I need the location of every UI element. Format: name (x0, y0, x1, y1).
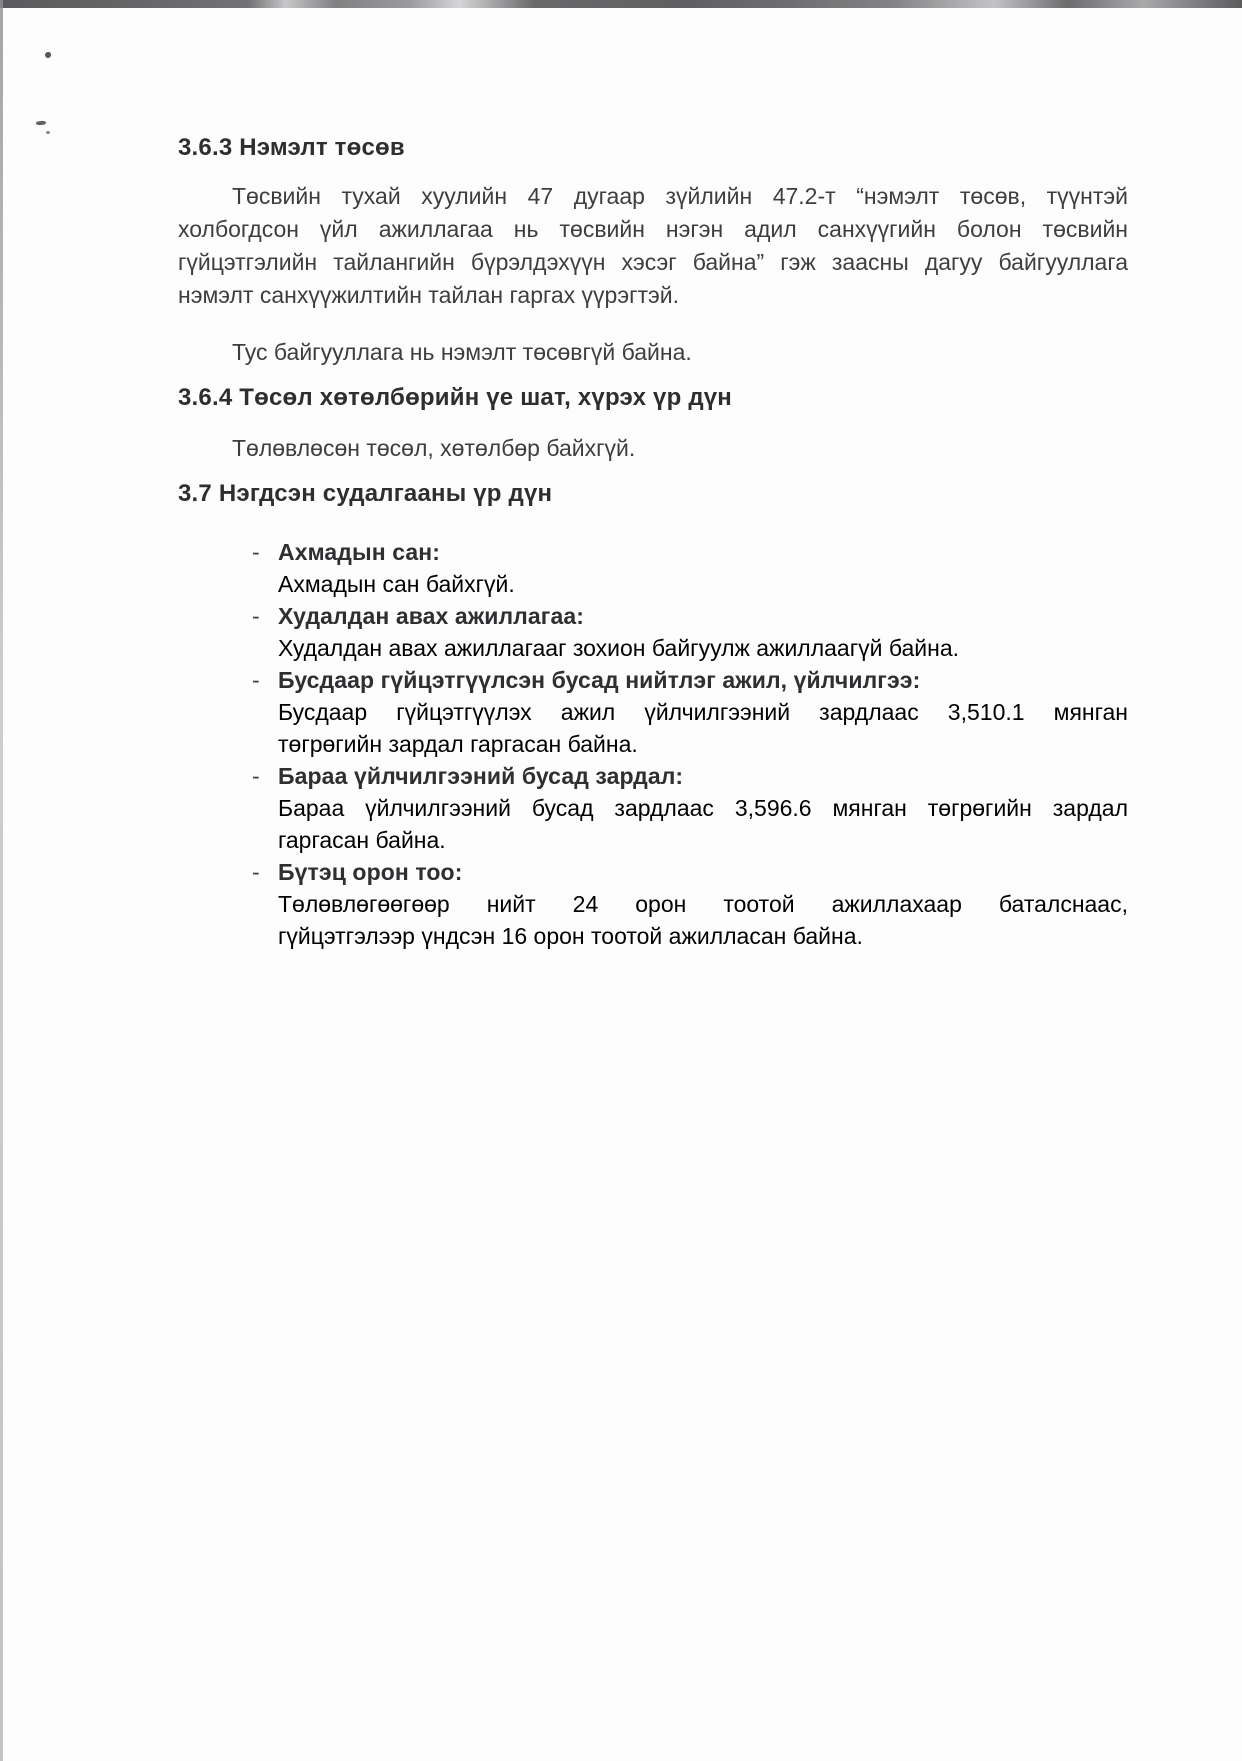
list-item-title: Худалдан авах ажиллагаа: (278, 603, 585, 629)
scan-top-edge-artifact (0, 0, 1242, 8)
list-item-title: Бараа үйлчилгээний бусад зардал: (278, 763, 684, 789)
list-item-body-line: гаргасан байна. (278, 827, 446, 853)
section-heading-3-6-3: 3.6.3 Нэмэлт төсөв (178, 134, 405, 161)
list-item-goods-services-other-costs (252, 760, 1128, 856)
note-no-additional-budget: Тус байгууллага нь нэмэлт төсөвгүй байна. (232, 339, 692, 365)
paragraph-line: Төсвийн тухай хуулийн 47 дугаар зүйлийн 47.2-т “нэмэлт төсөв, түүнтэй (232, 183, 1128, 209)
ink-speck (45, 52, 51, 58)
section-heading-3-6-4: 3.6.4 Төсөл хөтөлбөрийн үе шат, хүрэх үр дүн (178, 384, 733, 411)
list-item-body-line: Ахмадын сан байхгүй. (278, 571, 515, 597)
list-item-title: Бусдаар гүйцэтгүүлсэн бусад нийтлэг ажил, үйлчилгээ: (278, 667, 921, 693)
list-item-body-line: Бараа үйлчилгээний бусад зардлаас 3,596.6 мянган төгрөгийн зардал (278, 795, 1128, 821)
ink-speck (36, 121, 46, 126)
dash-bullet-marker: - (252, 603, 260, 629)
list-item-body-line: гүйцэтгэлээр үндсэн 16 орон тоотой ажилласан байна. (278, 923, 863, 949)
dash-bullet-marker: - (252, 667, 260, 693)
scan-left-edge-artifact (0, 0, 3, 1761)
list-item-elder-fund (252, 536, 1128, 600)
list-item-body-line: Төлөвлөгөөгөөр нийт 24 орон тоотой ажиллахаар баталснаас, (278, 891, 1128, 917)
list-item-title: Ахмадын сан: (278, 539, 441, 565)
paragraph-line: гүйцэтгэлийн тайлангийн бүрэлдэхүүн хэсэг байна” гэж заасны дагуу байгууллага (178, 249, 1128, 275)
list-item-body-line: Худалдан авах ажиллагааг зохион байгуулж ажиллаагүй байна. (278, 635, 960, 661)
list-item-procurement (252, 600, 1128, 664)
paragraph-3-6-3 (178, 180, 1128, 312)
ink-speck (46, 131, 50, 134)
dash-bullet-marker: - (252, 539, 260, 565)
note-no-planned-projects: Төлөвлөсөн төсөл, хөтөлбөр байхгүй. (232, 435, 636, 461)
list-item-staff-structure (252, 856, 1128, 952)
list-item-outsourced-works (252, 664, 1128, 760)
list-item-body-line: төгрөгийн зардал гаргасан байна. (278, 731, 638, 757)
paragraph-line: нэмэлт санхүүжилтийн тайлан гаргах үүрэгтэй. (178, 282, 679, 308)
list-item-title: Бүтэц орон тоо: (278, 859, 463, 885)
paragraph-line: холбогдсон үйл ажиллагаа нь төсвийн нэгэн адил санхүүгийн болон төсвийн (178, 216, 1128, 242)
section-heading-3-7: 3.7 Нэгдсэн судалгааны үр дүн (178, 480, 553, 507)
summary-findings-list (252, 536, 1128, 952)
dash-bullet-marker: - (252, 859, 260, 885)
dash-bullet-marker: - (252, 763, 260, 789)
list-item-body-line: Бусдаар гүйцэтгүүлэх ажил үйлчилгээний зардлаас 3,510.1 мянган (278, 699, 1128, 725)
